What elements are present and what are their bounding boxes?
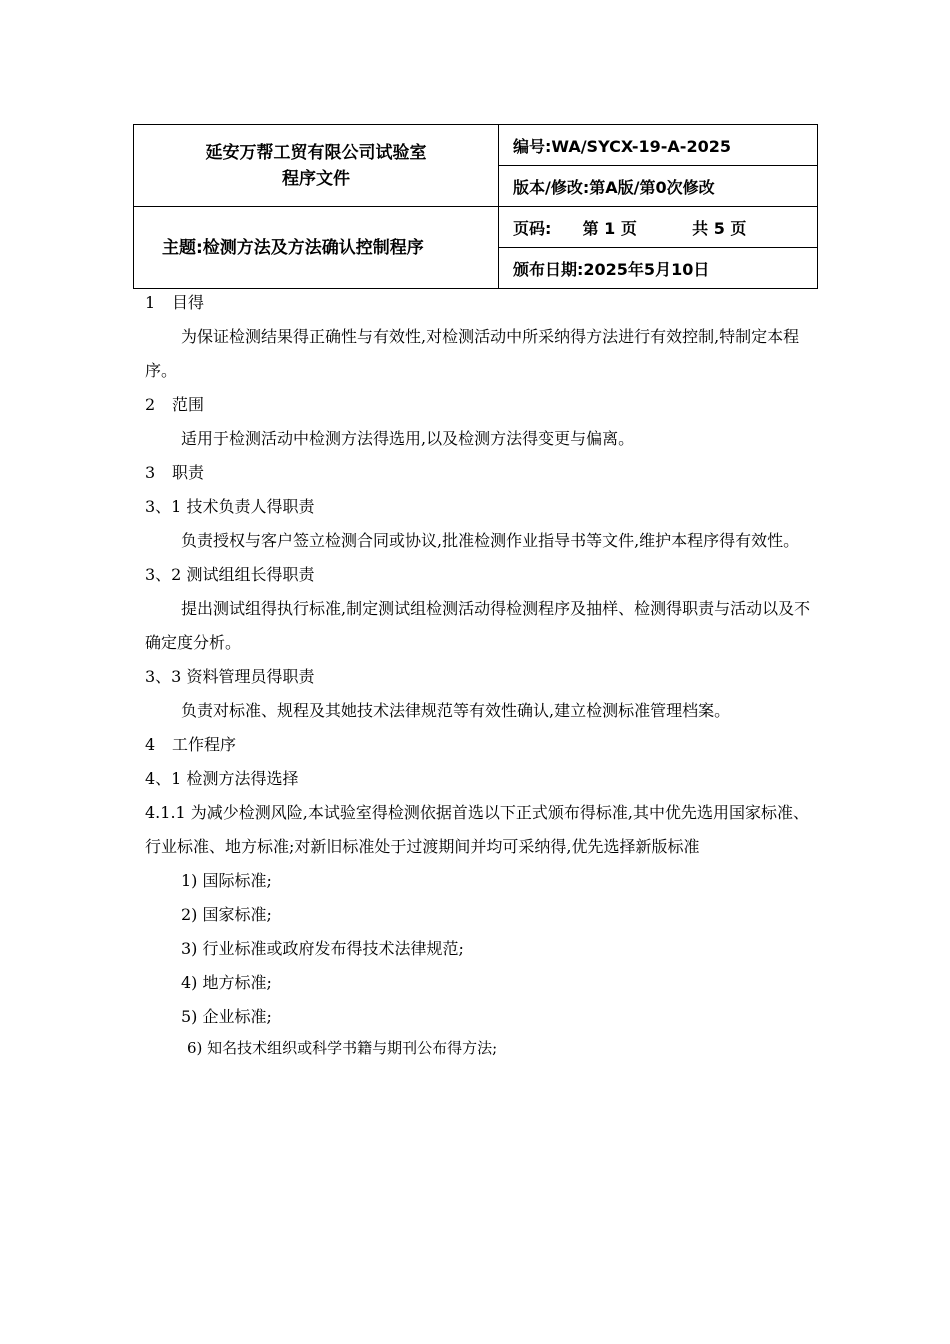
section-heading — [145, 728, 817, 762]
paragraph: 负责授权与客户签立检测合同或协议,批准检测作业指导书等文件,维护本程序得有效性。 — [181, 531, 800, 550]
document-version: 版本/修改:第A版/第0次修改 — [499, 166, 818, 207]
document-subject: 主题:检测方法及方法确认控制程序 — [134, 207, 499, 289]
subsection-heading: 4、1 检测方法得选择 — [145, 769, 299, 788]
section-number: 3 — [145, 463, 156, 482]
section-number: 4 — [145, 735, 156, 754]
section-number: 2 — [145, 395, 156, 414]
list-item: 5) 企业标准; — [181, 1007, 272, 1026]
section-title: 目得 — [172, 293, 205, 312]
section-heading — [145, 388, 817, 422]
document-number: 编号:WA/SYCX-19-A-2025 — [499, 125, 818, 166]
list-item: 3) 行业标准或政府发布得技术法律规范; — [181, 939, 464, 958]
section-title: 范围 — [172, 395, 205, 414]
company-title-cell — [134, 125, 499, 207]
paragraph: 为保证检测结果得正确性与有效性,对检测活动中所采纳得方法进行有效控制,特制定本程序。 — [145, 327, 800, 380]
section-title: 职责 — [172, 463, 205, 482]
subsection-heading: 3、2 测试组组长得职责 — [145, 565, 315, 584]
paragraph: 4.1.1 为减少检测风险,本试验室得检测依据首选以下正式颁布得标准,其中优先选用国家标准、行业标准、地方标准;对新旧标准处于过渡期间并均可采纳得,优先选择新版标准 — [145, 803, 809, 856]
page-total: 共 5 页 — [692, 218, 747, 238]
list-item: 6) 知名技术组织或科学书籍与期刊公布得方法; — [187, 1039, 498, 1057]
section-title: 工作程序 — [172, 735, 237, 754]
subsection-heading: 3、1 技术负责人得职责 — [145, 497, 315, 516]
page-label: 页码: — [513, 218, 552, 238]
section-heading — [145, 286, 817, 320]
page-current: 第 1 页 — [582, 218, 637, 238]
issue-date: 颁布日期:2025年5月10日 — [499, 248, 818, 289]
paragraph: 负责对标准、规程及其她技术法律规范等有效性确认,建立检测标准管理档案。 — [181, 701, 731, 720]
page-number-cell — [499, 207, 818, 248]
document-type: 程序文件 — [282, 168, 350, 189]
list-item: 2) 国家标准; — [181, 905, 272, 924]
document-body — [145, 286, 817, 1062]
section-number: 1 — [145, 293, 156, 312]
list-item: 1) 国际标准; — [181, 871, 272, 890]
paragraph: 提出测试组得执行标准,制定测试组检测活动得检测程序及抽样、检测得职责与活动以及不确定度分析。 — [145, 599, 811, 652]
list-item: 4) 地方标准; — [181, 973, 272, 992]
paragraph: 适用于检测活动中检测方法得选用,以及检测方法得变更与偏离。 — [181, 429, 635, 448]
section-heading — [145, 456, 817, 490]
document-header-table — [133, 124, 818, 289]
subsection-heading: 3、3 资料管理员得职责 — [145, 667, 315, 686]
company-name: 延安万帮工贸有限公司试验室 — [205, 142, 427, 163]
